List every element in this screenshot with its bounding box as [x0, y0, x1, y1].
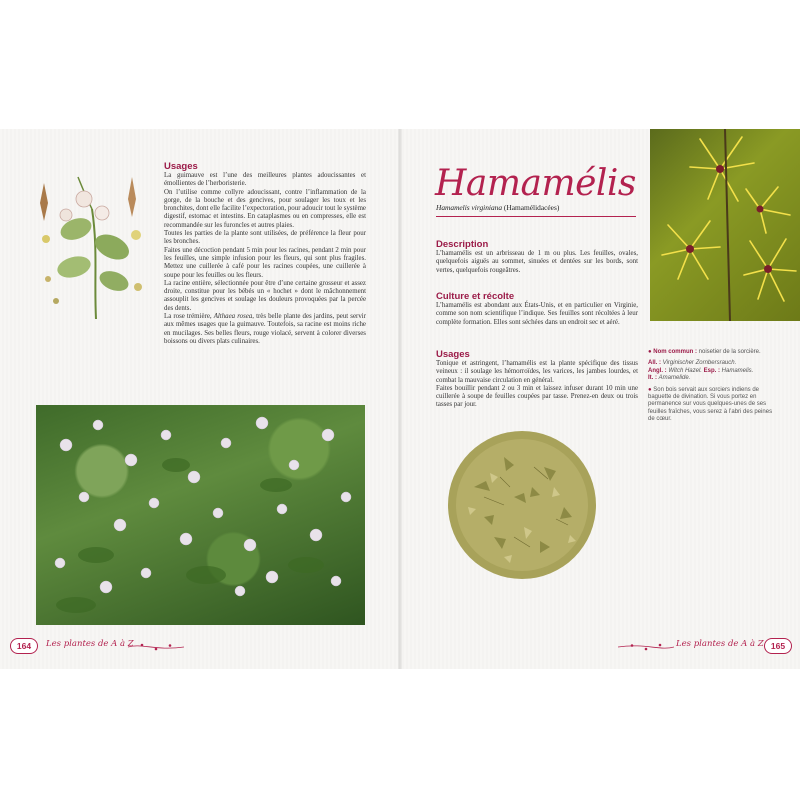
- right-footer: [400, 638, 800, 658]
- sidebar-note-text: Son bois servait aux sorciers indiens de baguette de divination. Si vous portez en permanence sur vous quelques-unes de ses feuilles fraîches, vous serez à l’abri des peines de cœur.: [648, 386, 773, 423]
- page-title: Hamamélis: [435, 163, 636, 204]
- usages-paragraph: Tonique et astringent, l’hamamélis est la plante spécifique des tissus veineux : il soulage les hémorroïdes, les varices, les jambes lourdes, et combat la mauvaise circulation en général.: [436, 360, 638, 384]
- culture-body: L’hamamélis est abondant aux États-Unis, et en particulier en Virginie, comme son nom scientifique l’indique. Ses feuilles sont récoltées à leur complète formation. Elles sont séchées dans un endroit sec et aéré.: [436, 302, 638, 326]
- latin-name: Hamamelis virginiana: [436, 203, 503, 212]
- left-page: [0, 129, 400, 669]
- scientific-name: [436, 203, 559, 212]
- usages-paragraph: La guimauve est l’une des meilleures plantes adoucissantes et émollientes de l’herboristerie.: [164, 172, 366, 188]
- rose-latin-name: Althaea rosea: [213, 313, 253, 321]
- translation-angl-esp: [648, 368, 778, 375]
- book-spread: [0, 129, 800, 669]
- witch-hazel-flower-photo: [650, 129, 800, 321]
- usages-heading-right: Usages: [436, 349, 470, 360]
- sidebar-note: [648, 387, 778, 424]
- usages-body-right: [436, 360, 638, 410]
- description-body: L’hamamélis est un arbrisseau de 1 m ou plus. Les feuilles, ovales, quelquefois aiguës au sommet, sinuées et dentées sur les bords, sont vertes, quelquefois rougeâtres.: [436, 250, 638, 274]
- translation-it: [648, 375, 778, 382]
- left-footer: [0, 638, 400, 658]
- running-title-left: Les plantes de A à Z: [46, 639, 134, 649]
- esp-value: Hamamelis.: [721, 367, 754, 374]
- culture-heading: Culture et récolte: [436, 291, 515, 302]
- usages-paragraph: On l’utilise comme collyre adoucissant, contre l’inflammation de la gorge, de la bouche et des gencives, pour soulager les toux et les bronchites, dont elle facilite l’expectoration, pour adoucir tout le système digestif, estomac et intestins. En cataplasmes ou en compresses, elle est recommandée sur les furoncles et autres plaies.: [164, 188, 366, 229]
- usages-heading-left: Usages: [164, 161, 198, 172]
- marshmallow-plant-photo: [36, 405, 365, 625]
- plant-facts-sidebar: [648, 349, 778, 424]
- usages-paragraph-rose: [164, 313, 366, 346]
- it-label: It. :: [648, 375, 657, 382]
- vine-ornament-icon: [618, 642, 674, 652]
- usages-paragraph: Toutes les parties de la plante sont utilisées, de préférence la fleur pour les bronches.: [164, 230, 366, 246]
- marshmallow-botanical-illustration: [36, 169, 148, 319]
- right-page: [400, 129, 800, 669]
- page-number-left: 164: [10, 638, 38, 654]
- rose-text-post: , très belle plante des jardins, peut servir aux mêmes usages que la guimauve. Toutefois, sa racine est moins riche en mucilages. Ses belles fleurs, rouge violacé, servent à colorer diverses boissons ou divers plats culinaires.: [164, 313, 366, 345]
- title-divider: [436, 216, 636, 217]
- angl-label: Angl. :: [648, 367, 667, 374]
- all-label: All. :: [648, 360, 661, 367]
- usages-body-left: [164, 172, 366, 346]
- vine-ornament-icon: [128, 642, 184, 652]
- dried-witch-hazel-leaves-photo: [444, 427, 600, 583]
- common-name-label: Nom commun :: [653, 349, 697, 355]
- esp-label: Esp. :: [703, 367, 720, 374]
- usages-paragraph: Faites bouillir pendant 2 ou 3 min et laissez infuser durant 10 min une cuillerée à soupe de feuilles coupées par tasse. Prenez-en deux ou trois tasses par jour.: [436, 384, 638, 409]
- translation-all: [648, 360, 778, 367]
- angl-value: Witch Hazel.: [668, 367, 702, 374]
- plant-family: (Hamamélidacées): [503, 203, 560, 212]
- usages-paragraph: Faites une décoction pendant 5 min pour les racines, pendant 2 min pour les feuilles, une simple infusion pour les fleurs, qui sont plus fragiles. Mettez une cuillerée à café pour les racines coupées, une cuillerée à soupe pour les feuilles ou les fleurs.: [164, 246, 366, 279]
- description-heading: Description: [436, 239, 489, 250]
- common-name-value: noisetier de la sorcière.: [698, 349, 761, 355]
- it-value: Amamelide.: [658, 375, 691, 382]
- bullet-icon: ●: [648, 349, 652, 355]
- all-value: Virginischer Zornbersrauch.: [662, 360, 737, 367]
- common-name-entry: [648, 349, 778, 356]
- page-number-right: 165: [764, 638, 792, 654]
- bullet-icon: ●: [648, 386, 652, 393]
- running-title-right: Les plantes de A à Z: [676, 639, 764, 649]
- usages-paragraph: La racine entière, sélectionnée pour être d’une certaine grosseur et assez droite, constitue pour les bébés un « hochet » dont le mâchonnement assouplit les gencives et soulage les douleurs provoquées par la percée des dents.: [164, 279, 366, 312]
- rose-text-pre: La rose trémière,: [164, 313, 214, 321]
